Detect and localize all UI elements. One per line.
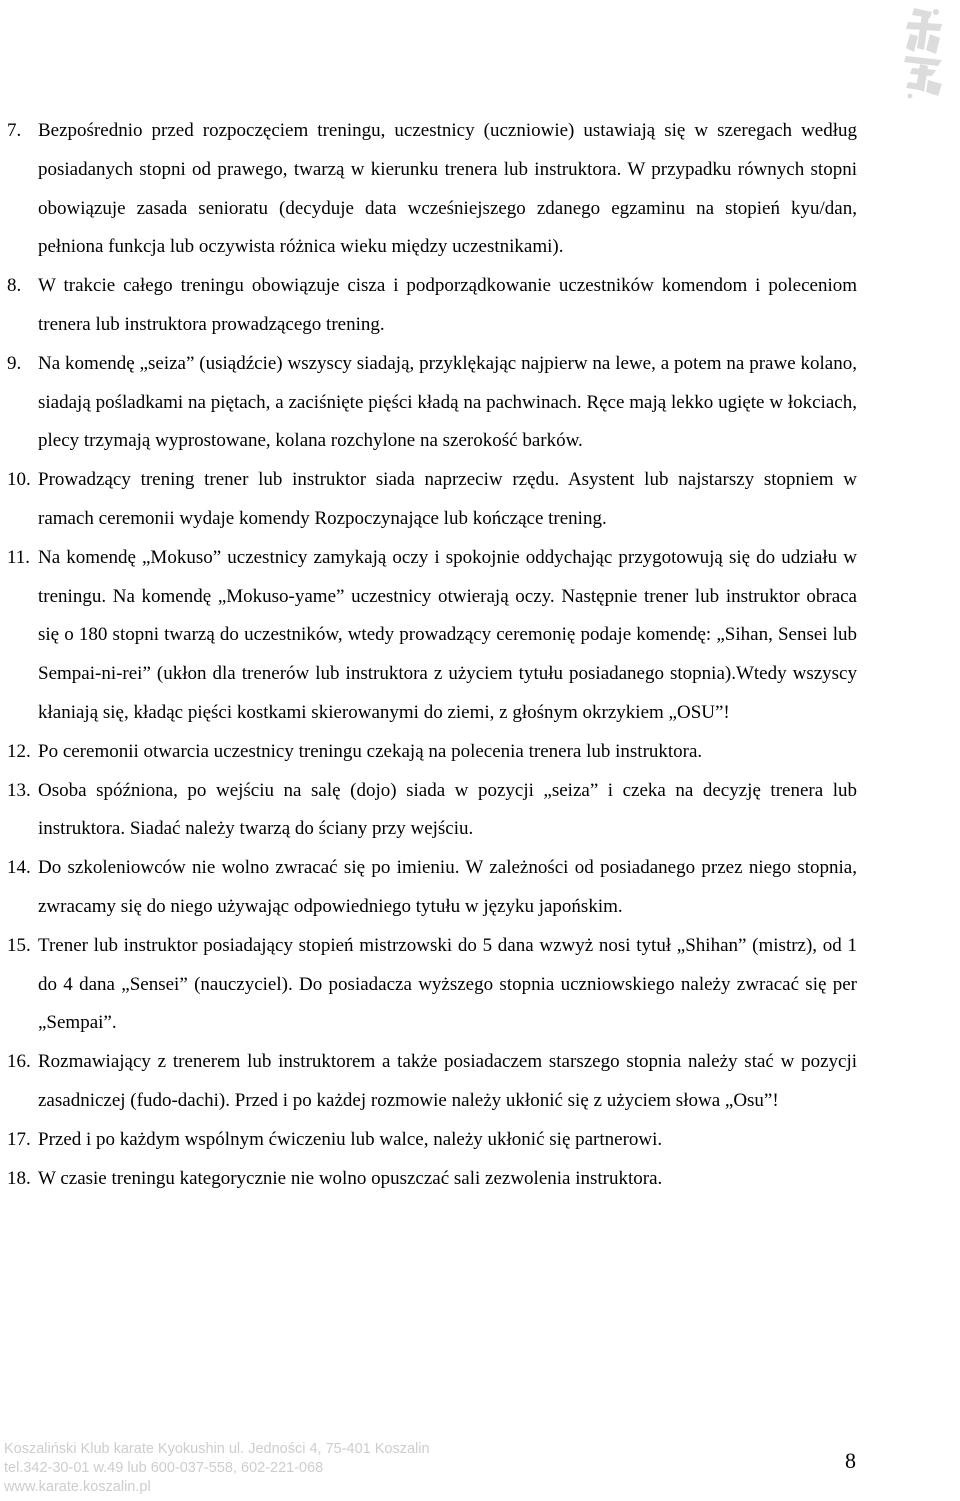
footer-organization xyxy=(4,1440,430,1497)
calligraphy-seal-icon xyxy=(902,4,946,104)
footer-address: Koszaliński Klub karate Kyokushin ul. Jedności 4, 75-401 Koszalin xyxy=(4,1441,430,1457)
rule-text: Osoba spóźniona, po wejściu na salę (dojo) siada w pozycji „seiza” i czeka na decyzję trenera lub instruktora. Siadać należy twarzą do ściany przy wejściu. xyxy=(38,779,857,840)
rule-number: 13. xyxy=(7,779,31,801)
rule-number: 10. xyxy=(7,469,31,491)
rule-number: 18. xyxy=(7,1167,31,1189)
rule-text: Rozmawiający z trenerem lub instruktorem a także posiadaczem starszego stopnia należy stać w pozycji zasadniczej (fudo-dachi). Przed i po każdej rozmowie należy ukłonić się z użyciem słowa „Osu”! xyxy=(38,1051,857,1111)
rule-number: 11. xyxy=(7,546,31,568)
rule-number: 7. xyxy=(7,120,22,141)
rule-text: Trener lub instruktor posiadający stopień mistrzowski do 5 dana wzwyż nosi tytuł „Shihan” (mistrz), od 1 do 4 dana „Sensei” (nauczyciel). Do posiadacza wyższego stopnia uczniowskiego należy zwracać się per „Sempai”. xyxy=(38,934,857,1034)
rule-text: Na komendę „Mokuso” uczestnicy zamykają oczy i spokojnie oddychając przygotowują się do udziału w treningu. Na komendę „Mokuso-yame” uczestnicy otwierają oczy. Następnie trener lub instruktor obraca się o 180 stopni twarzą do uczestników, wtedy prowadzący ceremonię podaje komendę: „Sihan, Sensei lub Sempai-ni-rei” (ukłon dla trenerów lub instruktora z użyciem tytułu posiadanego stopnia).Wtedy wszyscy kłaniają się, kładąc pięści kostkami skierowanymi do ziemi, z głośnym okrzykiem „OSU”! xyxy=(38,546,857,723)
rule-text: Bezpośrednio przed rozpoczęciem treningu, uczestnicy (uczniowie) ustawiają się w szeregach według posiadanych stopni od prawego, twarzą w kierunku trenera lub instruktora. W przypadku równych stopni obowiązuje zasada senioratu (decyduje data wcześniejszego zdanego egzaminu na stopień kyu/dan, pełniona funkcja lub oczywista różnica wieku między uczestnikami). xyxy=(38,120,857,258)
rule-item xyxy=(0,345,960,461)
rule-item xyxy=(0,112,960,267)
rule-item xyxy=(0,772,960,850)
rule-number: 15. xyxy=(7,934,31,956)
rule-item xyxy=(0,461,960,539)
rule-item xyxy=(0,927,960,1043)
rule-item xyxy=(0,1043,960,1121)
footer-phone: tel.342-30-01 w.49 lub 600-037-558, 602-221-068 xyxy=(4,1460,324,1476)
rule-item xyxy=(0,1160,960,1199)
page-number: 8 xyxy=(845,1448,856,1473)
rules-list xyxy=(0,112,960,1198)
rule-number: 9. xyxy=(7,352,22,374)
rule-text: W czasie treningu kategorycznie nie wolno opuszczać sali zezwolenia instruktora. xyxy=(38,1167,663,1189)
rule-text: Przed i po każdym wspólnym ćwiczeniu lub walce, należy ukłonić się partnerowi. xyxy=(38,1128,663,1150)
rule-text: Po ceremonii otwarcia uczestnicy treningu czekają na polecenia trenera lub instruktora. xyxy=(38,740,703,762)
rule-item xyxy=(0,539,960,733)
rule-number: 12. xyxy=(7,740,31,762)
rule-number: 16. xyxy=(7,1051,31,1073)
rule-text: Na komendę „seiza” (usiądźcie) wszyscy siadają, przyklękając najpierw na lewe, a potem na prawe kolano, siadają pośladkami na piętach, a zaciśnięte pięści kładą na pachwinach. Ręce mają lekko ugięte w łokciach, plecy trzymają wyprostowane, kolana rozchylone na szerokość barków. xyxy=(38,352,857,452)
rule-number: 17. xyxy=(7,1128,31,1150)
footer-website: www.karate.koszalin.pl xyxy=(4,1479,151,1495)
rule-item xyxy=(0,267,960,345)
rule-text: Do szkoleniowców nie wolno zwracać się po imieniu. W zależności od posiadanego przez niego stopnia, zwracamy się do niego używając odpowiedniego tytułu w języku japońskim. xyxy=(38,857,857,917)
rule-number: 14. xyxy=(7,857,31,879)
rule-number: 8. xyxy=(7,275,22,297)
rule-item xyxy=(0,1121,960,1160)
rule-text: W trakcie całego treningu obowiązuje cisza i podporządkowanie uczestników komendom i poleceniom trenera lub instruktora prowadzącego trening. xyxy=(38,275,857,335)
rule-item xyxy=(0,733,960,772)
rule-item xyxy=(0,849,960,927)
rule-text: Prowadzący trening trener lub instruktor siada naprzeciw rzędu. Asystent lub najstarszy stopniem w ramach ceremonii wydaje komendy Rozpoczynające lub kończące trening. xyxy=(38,469,857,529)
